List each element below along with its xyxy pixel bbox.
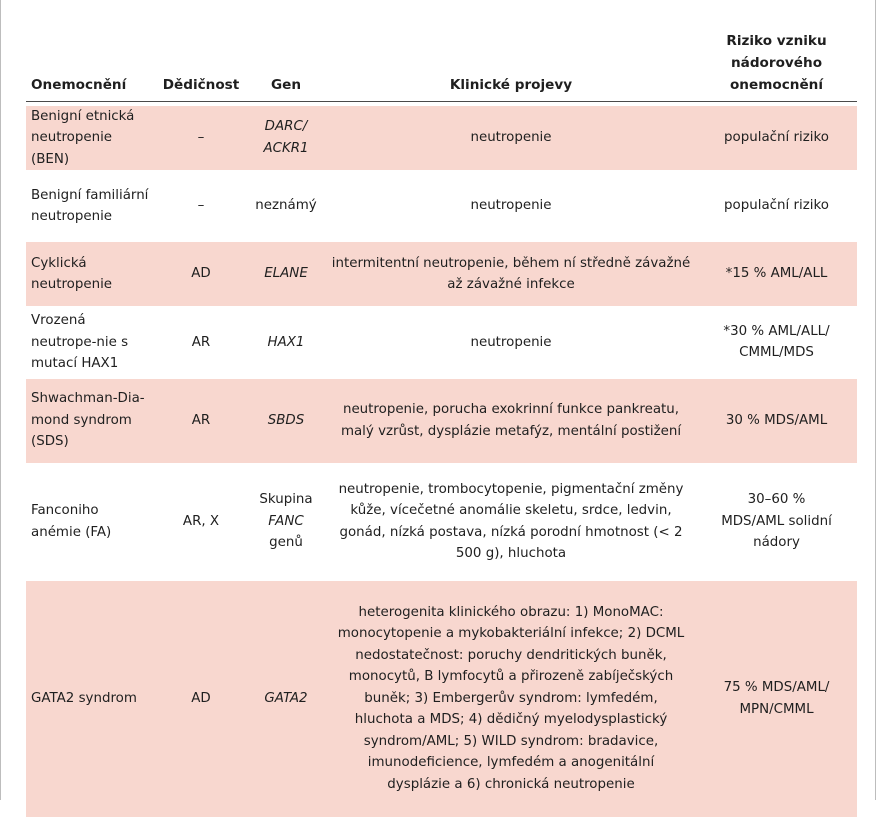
- header-disease: Onemocnění: [26, 30, 156, 102]
- clinical-cell: neutropenie, trombocytopenie, pigmentační změny kůže, vícečetné anomálie skeletu, srdce, ledvin, gonád, nízká postava, nízká porodní hmotnost (< 2 500 g), hluchota: [338, 481, 684, 561]
- table-row: [26, 581, 857, 817]
- gene-cell: ELANE: [246, 242, 326, 306]
- disease-cell: Vrozená neutrope-nie s mutací HAX1: [31, 313, 129, 371]
- neutropenia-table: [26, 30, 857, 817]
- inheritance-cell: AR, X: [182, 513, 220, 529]
- gene-cell: SBDS: [246, 379, 326, 463]
- table-row: [26, 106, 857, 171]
- header-gene: Gen: [246, 30, 326, 102]
- risk-cell: populační riziko: [696, 106, 857, 171]
- gene-suffix: genů: [269, 535, 303, 551]
- disease-cell: Cyklická neutropenie: [26, 242, 156, 306]
- disease-cell: Benigní familiární neutropenie: [31, 187, 149, 224]
- table-row: [26, 310, 857, 375]
- clinical-cell: neutropenie: [470, 198, 552, 214]
- clinical-cell: neutropenie: [326, 106, 696, 171]
- inheritance-cell: AR: [191, 334, 211, 350]
- gene-prefix: Skupina: [259, 492, 313, 508]
- risk-cell: 30–60 % MDS/AML solidní nádory: [721, 492, 832, 551]
- gene-cell: [246, 467, 326, 577]
- risk-cell: *30 % AML/ALL/ CMML/MDS: [723, 323, 830, 361]
- header-risk: Riziko vzniku nádorového onemocnění: [696, 30, 857, 102]
- inheritance-cell: AD: [156, 242, 246, 306]
- gene-cell: HAX1: [267, 334, 305, 350]
- clinical-cell: intermitentní neutropenie, během ní středně závažné až závažné infekce: [326, 242, 696, 306]
- clinical-cell: neutropenie: [470, 334, 552, 350]
- disease-cell: GATA2 syndrom: [26, 581, 156, 817]
- gene-family: FANC: [268, 513, 304, 529]
- header-inheritance: Dědičnost: [156, 30, 246, 102]
- table-row: [26, 242, 857, 306]
- risk-cell: populační riziko: [724, 198, 829, 214]
- inheritance-cell: AR: [156, 379, 246, 463]
- inheritance-cell: AD: [156, 581, 246, 817]
- table-row: [26, 174, 857, 238]
- inheritance-cell: –: [156, 106, 246, 171]
- disease-cell: Benigní etnická neutropenie (BEN): [26, 106, 156, 171]
- clinical-cell: neutropenie, porucha exokrinní funkce pankreatu, malý vzrůst, dysplázie metafýz, mentální postižení: [326, 379, 696, 463]
- risk-cell: 30 % MDS/AML: [696, 379, 857, 463]
- table-row: [26, 467, 857, 577]
- gene-cell: GATA2: [246, 581, 326, 817]
- inheritance-cell: –: [197, 198, 205, 214]
- gene-cell: DARC/ ACKR1: [246, 106, 326, 171]
- risk-cell: 75 % MDS/AML/ MPN/CMML: [696, 581, 857, 817]
- disease-cell: Fanconiho anémie (FA): [31, 503, 112, 540]
- table-row: [26, 379, 857, 463]
- header-clinical: Klinické projevy: [326, 30, 696, 102]
- risk-cell: *15 % AML/ALL: [696, 242, 857, 306]
- clinical-cell: heterogenita klinického obrazu: 1) MonoMAC: monocytopenie a mykobakteriální infekce; 2) DCML nedostatečnost: poruchy dendritických buněk, monocytů, B lymfocytů a přirozeně zabíječských buněk; 3) Embergerův syndrom: lymfedém, hluchota a MDS; 4) dědičný myelodysplastický syndrom/AML; 5) WILD syndrom: bradavice, imunodeficience, lymfedém a anogenitální dysplázie a 6) chronická neutropenie: [326, 581, 696, 817]
- disease-cell: Shwachman-Dia-mond syndrom (SDS): [26, 379, 156, 463]
- gene-cell: neznámý: [255, 198, 317, 214]
- table-header-row: [26, 30, 857, 102]
